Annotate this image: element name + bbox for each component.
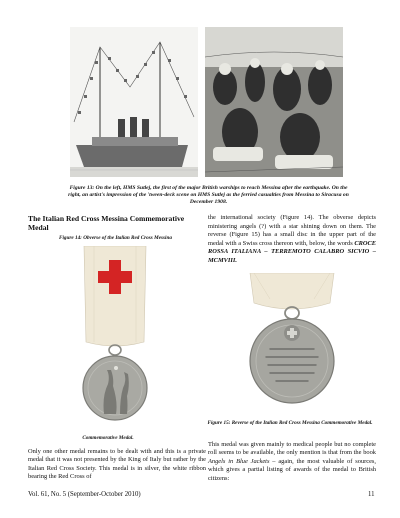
deck-scene-illustration: [205, 27, 343, 177]
medal-inscription: CROCE ROSSA ITALIANA – TERREMOTO CALABRO SICVIO – MCMVIII.: [208, 239, 376, 264]
body-text-right-top: [208, 214, 376, 266]
figure-13-caption: Figure 13: On the left, HMS Sutlej, the first of the major British warships to reach Messina after the earthquake. On the right, an artist's impression of the 'tween-deck scene on HMS Sutlej as the ferried casualties from Messina to Siracusa on December 1908.: [68, 185, 349, 205]
reverse-medal-image: [240, 273, 344, 407]
figure-14-caption: Figure 14: Obverse of the Italian Red Cross Messina: [59, 235, 172, 241]
figure-14-caption-continuation: Commemorative Medal.: [82, 435, 134, 441]
body-text-left: Only one other medal remains to be dealt with and this is a private medal that it was not presented by the King of Italy but rather by the Italian Red Cross Society. This medal is in silver, the white ribbon bearing the Red Cross of: [28, 448, 206, 481]
ship-photo: [70, 27, 198, 177]
body-text-right-bottom: [208, 441, 376, 483]
book-title: Angels in Blue Jackets: [208, 457, 270, 465]
figure-15-caption: Figure 15: Reverse of the Italian Red Cross Messina Commemorative Medal.: [207, 420, 373, 426]
page-number: 11: [368, 491, 375, 498]
body-text-right-bottom-before: This medal was given mainly to medical people but no complete roll seems to be available, the only mention is that from the book: [208, 441, 376, 457]
body-text-right-bottom-after: – again, the most valuable of sources, which gives a partial listing of awards of the medal to British citizens:: [208, 457, 376, 482]
section-heading: The Italian Red Cross Messina Commemorative Medal: [28, 214, 185, 232]
obverse-medal-image: [80, 246, 150, 434]
body-text-right-top-main: the international society (Figure 14). The obverse depicts ministering angels (?) with a star shining down on them. The reverse (Figure 15) has a small disc in the upper part of the medal with a Swiss cross thereon with, below, the words: [208, 214, 376, 247]
footer-issue: Vol. 61, No. 5 (September-October 2010): [28, 491, 141, 498]
